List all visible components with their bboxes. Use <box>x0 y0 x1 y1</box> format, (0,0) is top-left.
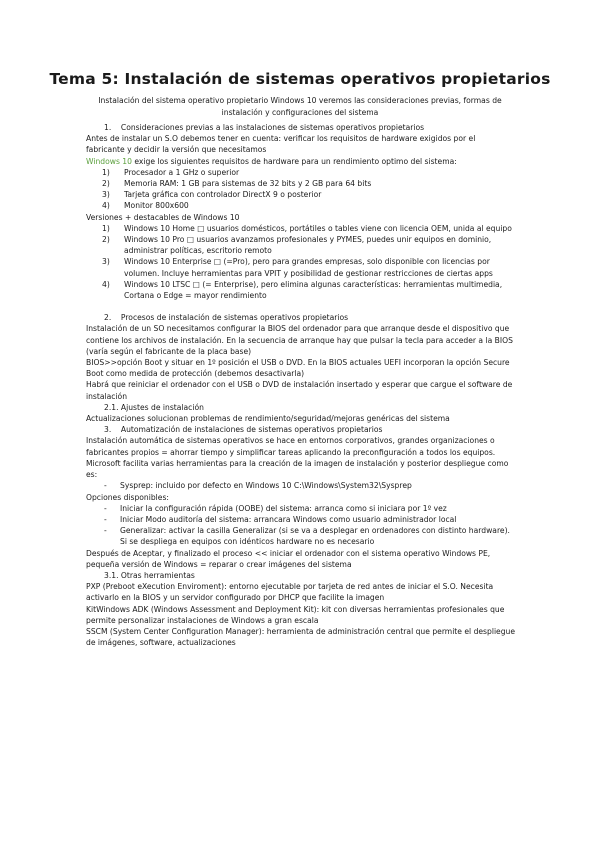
option-item <box>86 525 516 547</box>
list-text: Windows 10 LTSC □ (= Enterprise), pero elimina algunas características: herramientas multimedia, Cortana o Edge = mayor rendimiento <box>124 279 503 301</box>
section-3-paragraph: Instalación automática de sistemas operativos se hace en entornos corporativos, grandes organizaciones o fabricantes propios = ahorrar tiempo y simplificar tareas aplicando la preconfiguración a todos los equipos. <box>86 436 496 457</box>
list-number: 2) <box>102 235 110 245</box>
version-item <box>86 256 516 278</box>
document-body <box>86 122 516 648</box>
page-title: Tema 5: Instalación de sistemas operativos propietarios <box>49 70 551 88</box>
list-text: Iniciar la configuración rápida (OOBE) del sistema: arranca como si iniciara por 1º vez <box>120 503 447 513</box>
list-text: Generalizar: activar la casilla Generalizar (si se va a desplegar en ordenadores con distinto hardware). Si se despliega en equipos con idénticos hardware no es necesario <box>120 526 510 547</box>
section-2-paragraph: Instalación de un SO necesitamos configurar la BIOS del ordenador para que arranque desde el dispositivo que contiene los archivos de instalación. En la secuencia de arranque hay que pulsar la tecla para acceder a la BIOS (varía según el fabricante de la placa base) <box>86 324 513 356</box>
bullet-dash: - <box>104 514 107 524</box>
section-2-paragraph: Habrá que reiniciar el ordenador con el USB o DVD de instalación insertado y esperar que cargue el software de instalación <box>86 380 513 401</box>
requirement-item <box>86 178 516 189</box>
requirement-item <box>86 200 516 211</box>
pxp-paragraph: PXP (Preboot eXecution Enviroment): entorno ejecutable por tarjeta de red antes de iniciar el S.O. Necesita activarlo en la BIOS y un servidor configurado por DHCP que facilite la imagen <box>86 582 494 603</box>
version-item <box>86 234 516 256</box>
list-number: 3) <box>102 257 110 267</box>
spacer <box>86 301 516 312</box>
page-subtitle: Instalación del sistema operativo propietario Windows 10 veremos las consideraciones previas, formas de instalación y configuraciones del sistema <box>98 96 502 117</box>
section-3-heading: 3. Automatización de instalaciones de sistemas operativos propietarios <box>104 425 383 435</box>
list-number: 2) <box>102 179 110 189</box>
list-text: Windows 10 Pro □ usuarios avanzamos profesionales y PYMES, puedes unir equipos en dominio, administrar políticas, escritorio remoto <box>124 235 492 256</box>
subsection-3-1-heading: 3.1. Otras herramientas <box>104 570 195 580</box>
section-2-paragraph: BIOS>>opción Boot y situar en 1º posición el USB o DVD. En la BIOS actuales UEFI incorporan la opción Secure Boot como medida de protección (debemos desactivarla) <box>86 358 510 379</box>
section-1-intro: Antes de instalar un S.O debemos tener en cuenta: verificar los requisitos de hardware exigidos por el fabricante y decidir la versión que necesitamos <box>86 134 476 155</box>
list-number: 4) <box>102 201 110 211</box>
option-item <box>86 514 516 525</box>
list-text: Iniciar Modo auditoría del sistema: arrancara Windows como usuario administrador local <box>120 514 457 524</box>
requirements-intro-text: exige los siguientes requisitos de hardware para un rendimiento optimo del sistema: <box>131 156 457 166</box>
requirements-intro <box>86 156 516 167</box>
list-text: Monitor 800x600 <box>124 201 189 211</box>
section-3-paragraph: Después de Aceptar, y finalizado el proceso << iniciar el ordenador con el sistema operativo Windows PE, pequeña versión de Windows = reparar o crear imágenes del sistema <box>86 548 491 569</box>
sysprep-item <box>86 480 516 491</box>
section-2-heading: 2. Procesos de instalación de sistemas operativos propietarios <box>104 313 349 323</box>
sscm-paragraph: SSCM (System Center Configuration Manager): herramienta de administración central que permite el despliegue de imágenes, software, actualizaciones <box>86 626 516 648</box>
list-number: 3) <box>102 190 110 200</box>
subsection-2-1-text: Actualizaciones solucionan problemas de rendimiento/seguridad/mejoras genéricas del sistema <box>86 414 450 424</box>
list-text: Sysprep: incluido por defecto en Windows 10 C:\Windows\System32\Sysprep <box>120 481 412 491</box>
requirement-item <box>86 189 516 200</box>
list-number: 4) <box>102 279 110 289</box>
list-text: Windows 10 Home □ usuarios domésticos, portátiles o tables viene con licencia OEM, unida al equipo <box>124 223 512 233</box>
bullet-dash: - <box>104 526 107 536</box>
version-item <box>86 223 516 234</box>
list-text: Windows 10 Enterprise □ (=Pro), pero para grandes empresas, solo disponible con licencias por volumen. Incluye herramientas para VPIT y posibilidad de gestionar restricciones de ciertas apps <box>124 257 493 278</box>
options-heading: Opciones disponibles: <box>86 492 169 502</box>
bullet-dash: - <box>104 503 107 513</box>
windows-10-highlight: Windows 10 <box>86 156 132 166</box>
subsection-2-1-heading: 2.1. Ajustes de instalación <box>104 402 204 412</box>
list-text: Tarjeta gráfica con controlador DirectX 9 o posterior <box>124 190 322 200</box>
requirement-item <box>86 167 516 178</box>
version-item <box>86 279 516 301</box>
list-text: Procesador a 1 GHz o superior <box>124 167 240 177</box>
option-item <box>86 503 516 514</box>
adk-paragraph: KitWindows ADK (Windows Assessment and Deployment Kit): kit con diversas herramientas profesionales que permite personalizar instalaciones de Windows a gran escala <box>86 604 505 625</box>
section-1-heading: 1. Consideraciones previas a las instalaciones de sistemas operativos propietarios <box>104 123 425 132</box>
list-number: 1) <box>102 167 110 177</box>
list-number: 1) <box>102 223 110 233</box>
versions-heading: Versiones + destacables de Windows 10 <box>86 212 240 222</box>
bullet-dash: - <box>104 481 107 491</box>
section-3-paragraph: Microsoft facilita varias herramientas para la creación de la imagen de instalación y posterior despliegue como es: <box>86 458 509 480</box>
list-text: Memoria RAM: 1 GB para sistemas de 32 bits y 2 GB para 64 bits <box>124 179 372 189</box>
